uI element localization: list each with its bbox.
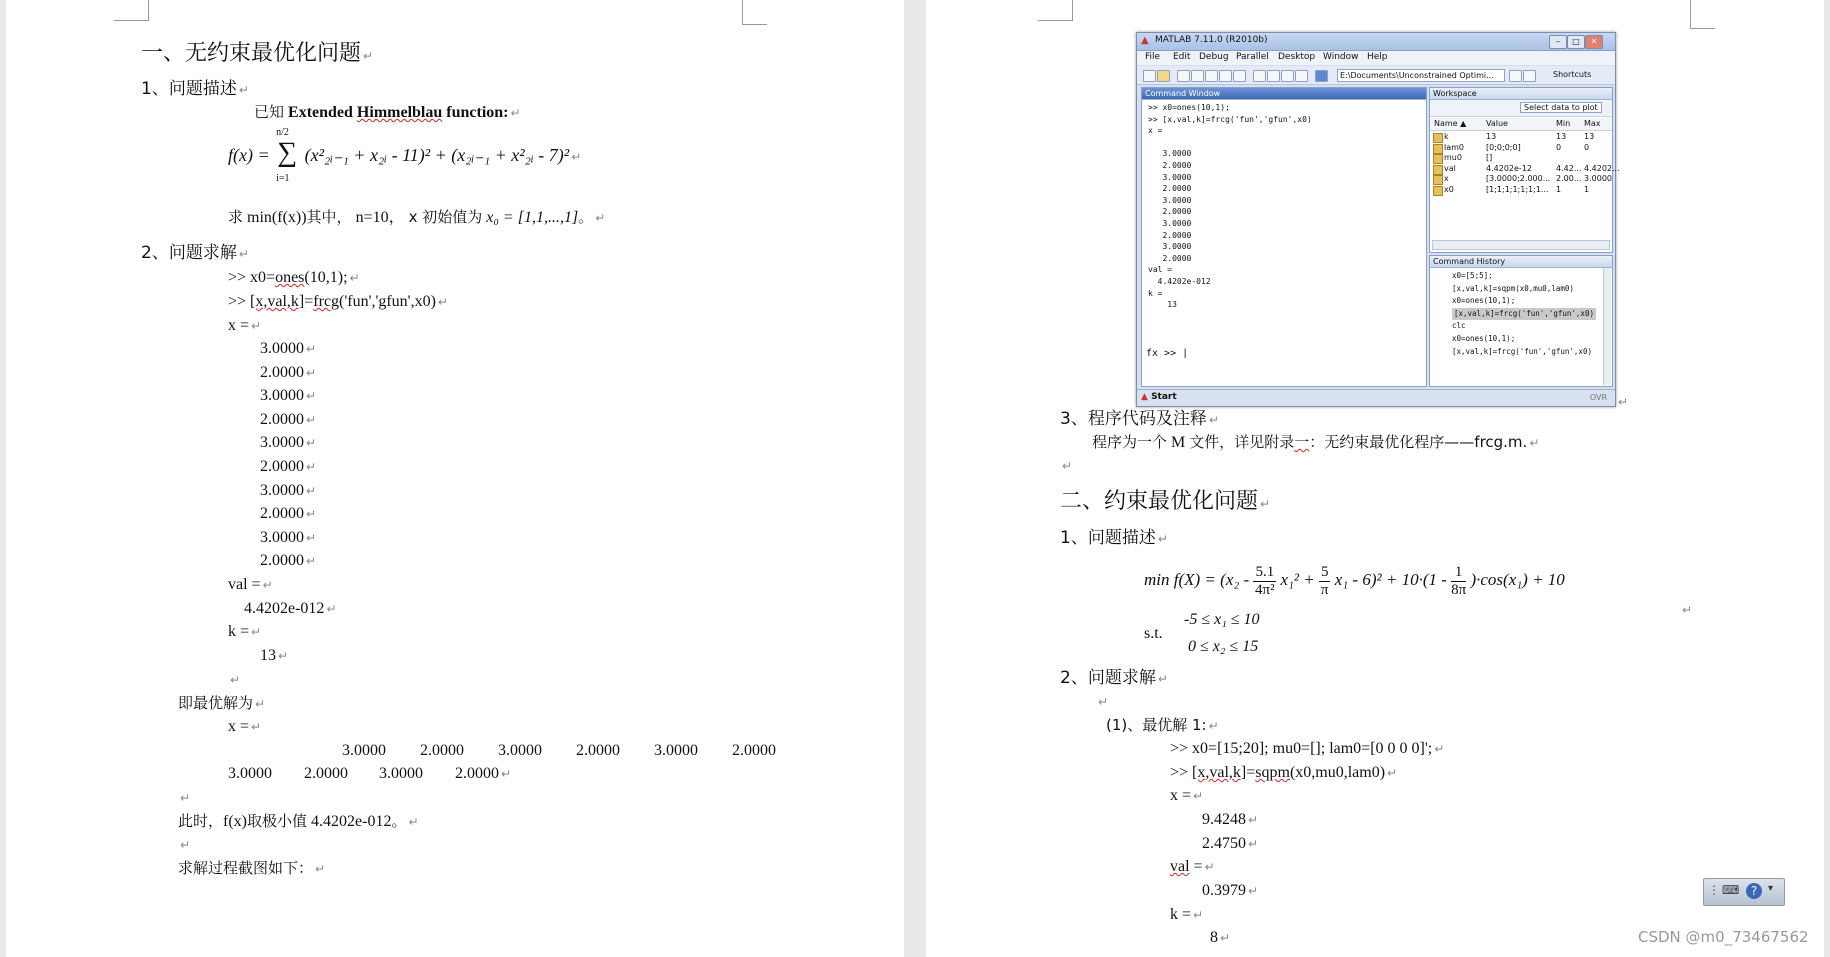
k-value: 13 ↵ bbox=[260, 647, 289, 664]
browse-folder-icon[interactable] bbox=[1509, 70, 1522, 82]
history-item[interactable]: clc bbox=[1452, 321, 1466, 331]
menu-debug[interactable]: Debug bbox=[1199, 52, 1229, 62]
ovr-indicator: OVR bbox=[1589, 393, 1607, 402]
simulink-icon[interactable] bbox=[1253, 70, 1266, 82]
solution-1-title: (1)、最优解 1: ↵ bbox=[1106, 716, 1219, 734]
matlab-statusbar bbox=[1137, 389, 1615, 406]
workspace-cell: [0;0;0;0] bbox=[1486, 142, 1521, 152]
history-item[interactable]: x0=[5;5]; bbox=[1452, 271, 1493, 280]
command-output-line: 3.0000 bbox=[1148, 172, 1192, 182]
workspace-scrollbar[interactable] bbox=[1432, 240, 1610, 250]
x-value: 3.0000 ↵ bbox=[260, 434, 317, 451]
workspace-cell: 4.42... bbox=[1556, 163, 1582, 173]
workspace-panel bbox=[1429, 87, 1620, 253]
new-file-icon[interactable] bbox=[1143, 70, 1156, 82]
copy-icon[interactable] bbox=[1191, 70, 1204, 82]
command-prompt[interactable]: fx >> | bbox=[1146, 348, 1189, 359]
parent-folder-icon[interactable] bbox=[1523, 70, 1536, 82]
command-output-line: k = bbox=[1148, 288, 1163, 298]
command-output-line bbox=[1148, 137, 1312, 149]
right-page bbox=[926, 0, 1824, 957]
empty-paragraph: ↵ bbox=[180, 838, 191, 852]
matlab-titlebar bbox=[1137, 33, 1615, 51]
command-output-line: x = bbox=[1148, 126, 1163, 136]
history-item[interactable]: [x,val,k]=frcg('fun','gfun',x0) bbox=[1452, 308, 1596, 321]
opt-x-value: 2.0000 bbox=[304, 765, 348, 782]
output-label: k = ↵ bbox=[228, 623, 262, 640]
opt-x-value: 3.0000 bbox=[379, 765, 423, 782]
output-label: x = ↵ bbox=[228, 718, 262, 735]
menu-help[interactable]: Help bbox=[1367, 52, 1388, 62]
command-output-line: 3.0000 bbox=[1148, 195, 1192, 205]
opt-x-value: 2.0000 bbox=[420, 742, 464, 759]
empty-paragraph: ↵ bbox=[1618, 395, 1629, 409]
help-icon[interactable] bbox=[1315, 70, 1328, 82]
help-icon[interactable]: ? bbox=[1746, 883, 1762, 899]
workspace-header bbox=[1430, 118, 1612, 131]
section-title: 一、无约束最优化问题 ↵ bbox=[141, 41, 374, 66]
x-value: 3.0000 ↵ bbox=[260, 387, 317, 404]
workspace-cell: 1 bbox=[1584, 184, 1590, 194]
ws-header-max[interactable]: Max bbox=[1584, 119, 1601, 128]
val-value: 0.3979 ↵ bbox=[1202, 882, 1259, 899]
empty-paragraph: ↵ bbox=[1098, 695, 1109, 709]
command-output-line: val = bbox=[1148, 265, 1173, 275]
x-value: 3.0000 ↵ bbox=[260, 340, 317, 357]
output-label: k = ↵ bbox=[1170, 906, 1204, 923]
command-history-panel bbox=[1429, 255, 1613, 387]
subsection-title: 1、问题描述 ↵ bbox=[141, 79, 249, 99]
x-value: 9.4248 ↵ bbox=[1202, 811, 1259, 828]
variable-grid-icon bbox=[1433, 175, 1443, 185]
command-output-line: >> [x,val,k]=frcg('fun','gfun',x0) bbox=[1148, 114, 1312, 124]
language-bar[interactable] bbox=[1703, 878, 1785, 906]
workspace-row[interactable] bbox=[1430, 132, 1612, 143]
crop-mark bbox=[1038, 20, 1072, 21]
requirement-line: 求 min(f(x))其中， n=10， x 初始值为 x₀ = [1,1,...,1]。 ↵ bbox=[228, 208, 606, 226]
matlab-window bbox=[1136, 32, 1620, 407]
open-folder-icon[interactable] bbox=[1157, 70, 1170, 82]
x-value: 2.0000 ↵ bbox=[260, 552, 317, 569]
crop-mark bbox=[114, 20, 148, 21]
workspace-cell: 3.0000 bbox=[1584, 174, 1612, 183]
workspace-cell: 1 bbox=[1556, 184, 1562, 194]
left-page bbox=[6, 0, 904, 957]
cut-icon[interactable] bbox=[1177, 70, 1190, 82]
workspace-row[interactable] bbox=[1430, 163, 1620, 175]
history-item[interactable]: x0=ones(10,1); bbox=[1452, 334, 1516, 343]
start-icon: ▲ bbox=[1141, 392, 1148, 402]
matlab-toolbar bbox=[1137, 66, 1615, 85]
x-value: 2.4750 ↵ bbox=[1202, 835, 1259, 852]
command-history-title: Command History bbox=[1430, 256, 1612, 268]
command-line: >> [x,val,k]=sqpm(x0,mu0,lam0) ↵ bbox=[1170, 764, 1398, 781]
opt-x-value: 3.0000 bbox=[228, 765, 272, 782]
objective-function: min f(X) = (x₂ - $\frac{5.1}{\text{4π²}}$ x₁² + $\frac{5}{\pi}$ x₁ - 6)² + 10·(1 - $\frac{1}{8\pi}$ )·cos(x₁) + 10 bbox=[1144, 563, 1565, 598]
layout-icon[interactable] bbox=[1295, 70, 1308, 82]
section-title: 二、约束最优化问题 ↵ bbox=[1060, 489, 1271, 514]
minimum-statement: 此时，f(x)取极小值 4.4202e-012。 ↵ bbox=[178, 812, 419, 830]
crop-mark bbox=[1060, 0, 1073, 21]
x-value: 2.0000 ↵ bbox=[260, 411, 317, 428]
sum-lower: i=1 bbox=[276, 173, 290, 184]
x-value: 3.0000 ↵ bbox=[260, 482, 317, 499]
command-output-line: 2.0000 bbox=[1148, 253, 1192, 263]
close-button[interactable]: ✕ bbox=[1585, 35, 1603, 49]
crop-mark bbox=[742, 24, 766, 25]
variable-grid-icon bbox=[1433, 165, 1443, 175]
command-output-line: 13 bbox=[1148, 300, 1177, 310]
minimize-button[interactable]: – bbox=[1549, 35, 1567, 49]
keyboard-icon[interactable]: ⌨ bbox=[1722, 883, 1740, 897]
undo-icon[interactable] bbox=[1219, 70, 1232, 82]
subsection-title: 2、问题求解 ↵ bbox=[1060, 668, 1168, 688]
profiler-icon[interactable] bbox=[1281, 70, 1294, 82]
start-button[interactable]: ▲ Start bbox=[1141, 392, 1177, 402]
workspace-cell: 13 bbox=[1556, 132, 1567, 141]
constraint-2: 0 ≤ x₂ ≤ 15 bbox=[1188, 638, 1259, 655]
ws-header-name[interactable]: Name ▲ bbox=[1434, 119, 1467, 128]
opt-x-value: 2.0000 bbox=[732, 742, 776, 759]
guide-icon[interactable] bbox=[1267, 70, 1280, 82]
output-label: x = ↵ bbox=[228, 317, 262, 334]
workspace-cell: 13 bbox=[1486, 132, 1497, 141]
variable-grid-icon bbox=[1433, 144, 1443, 154]
fraction: $\frac{5.1}{\text{4π²}}$ bbox=[1255, 563, 1275, 598]
ws-header-value[interactable]: Value bbox=[1486, 119, 1508, 128]
crop-mark bbox=[136, 0, 149, 21]
constraint-label: s.t. bbox=[1144, 625, 1163, 642]
command-output-line: >> x0=ones(10,1); bbox=[1148, 103, 1230, 112]
menu-file[interactable]: File bbox=[1145, 52, 1161, 62]
formula-himmelblau: f(x) = n/2 ∑ i=1 (x²₂ᵢ₋₁ + x₂ᵢ - 11)² + (x₂ᵢ₋₁ + x²₂ᵢ - 7)² ↵ bbox=[228, 143, 581, 167]
current-folder-input[interactable]: E:\Documents\Unconstrained Optimi... bbox=[1337, 69, 1505, 82]
val-value: 4.4202e-012 ↵ bbox=[244, 600, 337, 617]
opt-x-value: 3.0000 bbox=[654, 742, 698, 759]
workspace-cell: [] bbox=[1486, 153, 1493, 162]
variable-grid-icon bbox=[1433, 133, 1443, 143]
x-value: 2.0000 ↵ bbox=[260, 364, 317, 381]
command-line: >> [x,val,k]=frcg('fun','gfun',x0) ↵ bbox=[228, 293, 448, 310]
command-output-line: 3.0000 bbox=[1148, 218, 1192, 228]
command-output-line: 2.0000 bbox=[1148, 184, 1192, 194]
command-output-line: 4.4202e-012 bbox=[1148, 276, 1211, 286]
history-item[interactable]: x0=ones(10,1); bbox=[1452, 296, 1516, 306]
menu-parallel[interactable]: Parallel bbox=[1236, 52, 1269, 62]
command-output-line: 3.0000 bbox=[1148, 242, 1192, 252]
command-line: >> x0=ones(10,1); ↵ bbox=[228, 269, 360, 286]
fraction: $\frac{1}{8\pi}$ bbox=[1451, 563, 1467, 598]
workspace-cell: 2.00... bbox=[1556, 174, 1582, 183]
menu-window[interactable]: Window bbox=[1323, 52, 1359, 62]
workspace-cell: [3.0000;2.000... bbox=[1486, 174, 1551, 183]
paste-icon[interactable] bbox=[1205, 70, 1218, 82]
x-value: 2.0000 ↵ bbox=[260, 458, 317, 475]
constraint-1: -5 ≤ x₁ ≤ 10 bbox=[1184, 611, 1260, 628]
optimal-solution-title: 即最优解为 ↵ bbox=[178, 694, 266, 712]
empty-paragraph: ↵ bbox=[180, 791, 191, 805]
options-icon[interactable]: ▾ bbox=[1768, 883, 1774, 894]
workspace-title: Workspace bbox=[1430, 88, 1612, 100]
command-window-title: Command Window bbox=[1142, 88, 1426, 100]
history-item[interactable]: [x,val,k]=frcg('fun','gfun',x0) bbox=[1452, 346, 1592, 356]
subsection-title: 3、程序代码及注释 ↵ bbox=[1060, 409, 1219, 429]
workspace-toolbar bbox=[1430, 100, 1612, 117]
watermark: CSDN @m0_73467562 bbox=[1638, 928, 1809, 946]
opt-x-value: 3.0000 bbox=[342, 742, 386, 759]
variable-grid-icon bbox=[1433, 186, 1443, 196]
command-output-line: 2.0000 bbox=[1148, 207, 1192, 217]
shortcuts-button[interactable]: Shortcuts bbox=[1553, 70, 1592, 79]
workspace-cell: 0 bbox=[1584, 142, 1590, 152]
select-data-to-plot[interactable]: Select data to plot bbox=[1520, 102, 1602, 113]
crop-mark bbox=[1690, 28, 1714, 29]
function-intro: 已知 Extended Himmelblau function: ↵ bbox=[254, 103, 521, 121]
screenshot-caption: 求解过程截图如下： ↵ bbox=[178, 859, 326, 877]
command-output-line: 2.0000 bbox=[1148, 230, 1192, 240]
history-scrollbar[interactable] bbox=[1603, 268, 1611, 385]
code-reference: 程序为一个 M 文件，详见附录一：无约束最优化程序——frcg.m. ↵ bbox=[1092, 433, 1540, 451]
workspace-cell: 4.4202... bbox=[1584, 163, 1620, 173]
variable-grid-icon bbox=[1433, 154, 1443, 164]
output-label: x = ↵ bbox=[1170, 787, 1204, 804]
ws-header-min[interactable]: Min bbox=[1556, 119, 1571, 128]
workspace-cell: 13 bbox=[1584, 132, 1595, 141]
workspace-cell: lam0 bbox=[1444, 142, 1465, 152]
matlab-title: MATLAB 7.11.0 (R2010b) bbox=[1155, 35, 1268, 45]
fraction: $\frac{5}{\pi}$ bbox=[1320, 563, 1329, 598]
workspace-cell: [1;1;1;1;1;1;1... bbox=[1486, 184, 1549, 194]
workspace-cell: 4.4202e-12 bbox=[1486, 163, 1532, 173]
x-value: 2.0000 ↵ bbox=[260, 505, 317, 522]
empty-paragraph: ↵ bbox=[1062, 459, 1073, 473]
workspace-row[interactable] bbox=[1430, 153, 1612, 164]
maximize-button[interactable]: □ bbox=[1567, 35, 1585, 49]
redo-icon[interactable] bbox=[1233, 70, 1246, 82]
command-output-line: 2.0000 bbox=[1148, 160, 1192, 170]
command-output-line: 3.0000 bbox=[1148, 149, 1192, 159]
menu-edit[interactable]: Edit bbox=[1173, 52, 1191, 62]
command-line: >> x0=[15;20]; mu0=[]; lam0=[0 0 0 0]'; ↵ bbox=[1170, 740, 1445, 757]
x-value: 3.0000 ↵ bbox=[260, 529, 317, 546]
crop-mark bbox=[1690, 0, 1715, 29]
output-label: val = ↵ bbox=[228, 576, 273, 593]
workspace-row[interactable] bbox=[1430, 143, 1612, 154]
empty-paragraph: ↵ bbox=[1682, 603, 1693, 617]
history-item[interactable]: [x,val,k]=sqpm(x0,mu0,lam0) bbox=[1452, 283, 1574, 293]
grip-icon: ⋮ bbox=[1708, 883, 1720, 897]
subsection-title: 2、问题求解 ↵ bbox=[141, 243, 249, 263]
sum-upper: n/2 bbox=[276, 127, 289, 138]
matlab-logo-icon: ▲ bbox=[1141, 35, 1149, 46]
workspace-row[interactable] bbox=[1430, 174, 1612, 185]
workspace-cell: x0 bbox=[1444, 184, 1454, 194]
command-window bbox=[1141, 87, 1427, 387]
workspace-cell: mu0 bbox=[1444, 153, 1462, 162]
empty-paragraph: ↵ bbox=[230, 673, 241, 687]
menu-desktop[interactable]: Desktop bbox=[1278, 52, 1316, 62]
workspace-cell: 0 bbox=[1556, 142, 1562, 152]
opt-x-value: 2.0000 bbox=[576, 742, 620, 759]
matlab-menubar bbox=[1137, 51, 1615, 65]
k-value: 8 ↵ bbox=[1210, 929, 1231, 946]
crop-mark bbox=[742, 0, 767, 25]
output-label: val = ↵ bbox=[1170, 858, 1215, 875]
workspace-cell: val bbox=[1444, 163, 1456, 173]
subsection-title: 1、问题描述 ↵ bbox=[1060, 528, 1168, 548]
opt-x-value: 2.0000 ↵ bbox=[455, 765, 512, 782]
opt-x-value: 3.0000 bbox=[498, 742, 542, 759]
command-output bbox=[1148, 102, 1312, 311]
workspace-cell: k bbox=[1444, 132, 1449, 141]
workspace-cell: x bbox=[1444, 174, 1449, 183]
workspace-row[interactable] bbox=[1430, 185, 1612, 196]
